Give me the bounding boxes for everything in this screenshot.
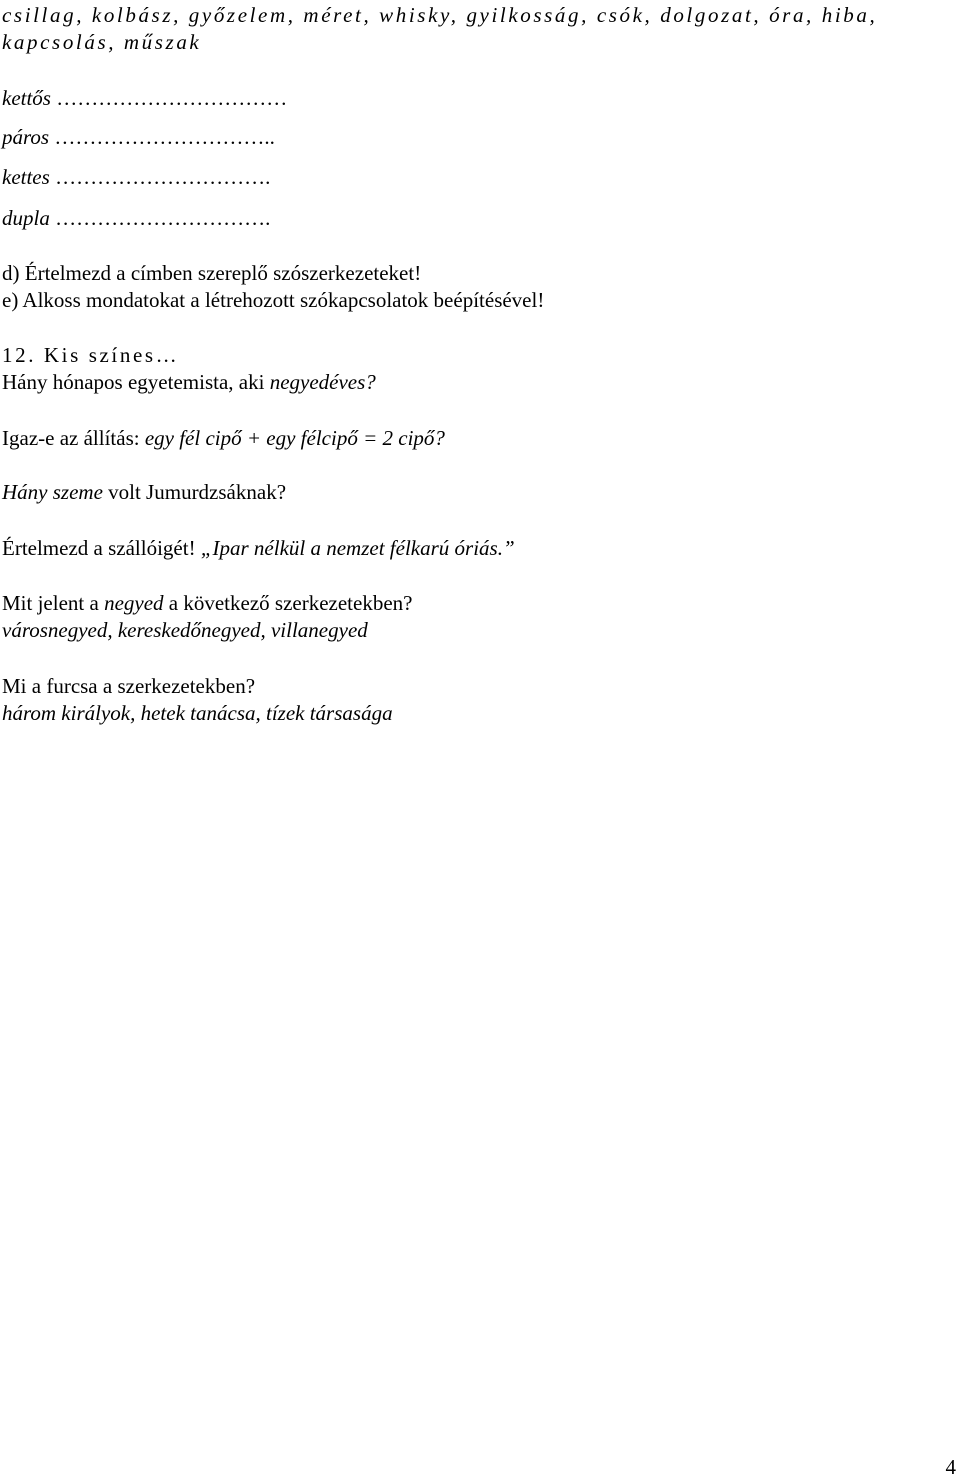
question-1: [2, 369, 376, 395]
word-list-line-2: kapcsolás, műszak: [2, 30, 202, 54]
task-e: e) Alkoss mondatokat a létrehozott szókapcsolatok beépítésével!: [2, 288, 545, 312]
fill-in-kettes: [2, 164, 270, 190]
question-4-text: Értelmezd a szállóigét!: [2, 536, 201, 560]
question-4: [2, 535, 515, 561]
fill-in-kettos: [2, 85, 287, 111]
question-2: [2, 425, 445, 451]
question-2-italic: egy fél cipő + egy félcipő = 2 cipő?: [144, 426, 445, 450]
fill-in-dupla: [2, 205, 270, 231]
question-3-text: volt Jumurdzsáknak?: [102, 480, 287, 504]
question-3-italic: Hány szeme: [2, 480, 103, 504]
fill-in-dots: ……………………………: [56, 86, 288, 110]
fill-in-word: kettes: [2, 165, 50, 189]
fill-in-paros: [2, 124, 275, 150]
question-6: Mi a furcsa a szerkezetekben?: [2, 674, 256, 698]
fill-in-word: páros: [2, 125, 50, 149]
page-number: 4: [945, 1455, 956, 1479]
task-d: d) Értelmezd a címben szereplő szószerkezeteket!: [2, 261, 422, 285]
question-5-text-a: Mit jelent a: [2, 591, 105, 615]
section-12-heading: 12. Kis színes…: [2, 343, 180, 367]
fill-in-dots: …………………………..: [54, 125, 275, 149]
question-3: [2, 479, 286, 505]
fill-in-dots: ………………………….: [55, 165, 271, 189]
question-5-examples: városnegyed, kereskedőnegyed, villanegyed: [2, 618, 368, 642]
fill-in-dots: ………………………….: [55, 206, 271, 230]
question-4-quote: „Ipar nélkül a nemzet félkarú óriás.”: [200, 536, 515, 560]
question-5-text-b: a következő szerkezetekben?: [163, 591, 413, 615]
question-5: [2, 590, 412, 616]
question-1-italic: negyedéves?: [269, 370, 376, 394]
question-5-italic: negyed: [104, 591, 164, 615]
fill-in-word: kettős: [2, 86, 51, 110]
fill-in-word: dupla: [2, 206, 50, 230]
word-list-line-1: csillag, kolbász, győzelem, méret, whisky, gyilkosság, csók, dolgozat, óra, hiba,: [2, 3, 878, 27]
question-1-text: Hány hónapos egyetemista, aki: [2, 370, 270, 394]
question-6-examples: három királyok, hetek tanácsa, tízek társasága: [2, 701, 393, 725]
question-2-text: Igaz-e az állítás:: [2, 426, 145, 450]
